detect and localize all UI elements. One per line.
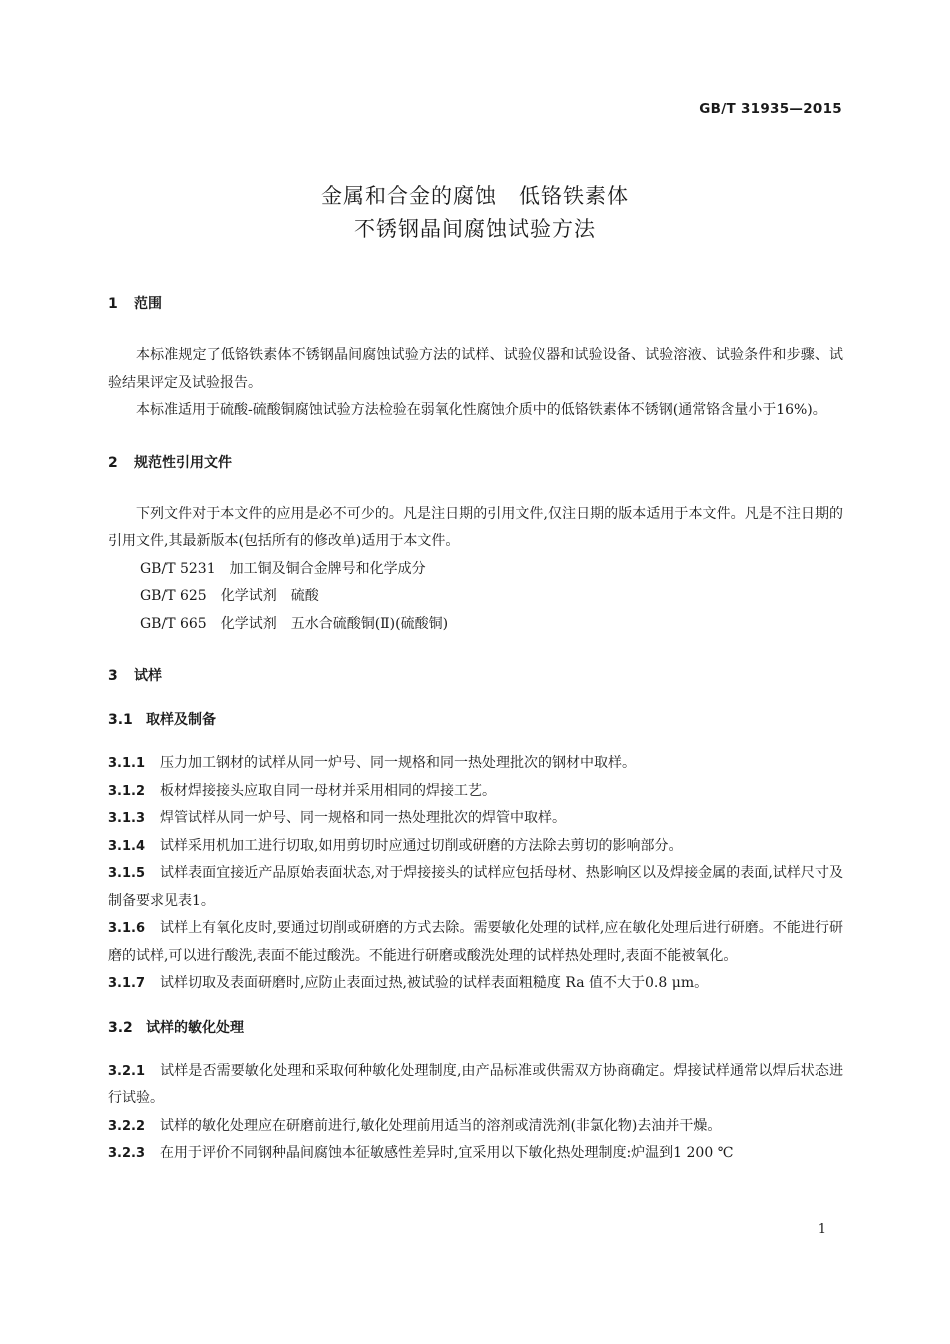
paragraph: 本标准适用于硫酸-硫酸铜腐蚀试验方法检验在弱氧化性腐蚀介质中的低铬铁素体不锈钢(通常铬含量小于16%)。 <box>136 402 827 418</box>
section-1-heading <box>108 290 843 318</box>
section-number: 3 <box>108 668 118 684</box>
reference-item: GB/T 625 化学试剂 硫酸 <box>140 588 319 604</box>
subsection-3-1-heading <box>108 706 843 734</box>
clause-number: 3.1.1 <box>108 756 146 771</box>
subsection-number: 3.1 <box>108 712 133 728</box>
subsection-number: 3.2 <box>108 1019 133 1036</box>
clause-number: 3.2.2 <box>108 1118 146 1134</box>
clause-text: 焊管试样从同一炉号、同一规格和同一热处理批次的焊管中取样。 <box>160 810 566 826</box>
paragraph: 本标准规定了低铬铁素体不锈钢晶间腐蚀试验方法的试样、试验仪器和试验设备、试验溶液、试验条件和步骤、试验结果评定及试验报告。 <box>108 347 843 391</box>
subsection-3-2-heading <box>108 1014 843 1042</box>
clause-number: 3.1.2 <box>108 783 146 799</box>
section-title: 规范性引用文件 <box>134 454 232 471</box>
title-line-1: 金属和合金的腐蚀 低铬铁素体 <box>321 184 629 208</box>
subsection-title: 取样及制备 <box>146 712 216 728</box>
clause <box>108 915 843 970</box>
reference-item: GB/T 665 化学试剂 五水合硫酸铜(Ⅱ)(硫酸铜) <box>140 615 449 632</box>
clause <box>108 778 843 806</box>
paragraph: 下列文件对于本文件的应用是必不可少的。凡是注日期的引用文件,仅注日期的版本适用于本文件。凡是不注日期的引用文件,其最新版本(包括所有的修改单)适用于本文件。 <box>108 505 843 549</box>
clause-text: 试样表面宜接近产品原始表面状态,对于焊接接头的试样应包括母材、热影响区以及焊接金属的表面,试样尺寸及制备要求见表1。 <box>108 865 843 909</box>
document-body <box>108 290 843 1168</box>
clause-number: 3.1.4 <box>108 838 146 854</box>
clause-text: 试样上有氧化皮时,要通过切削或研磨的方式去除。需要敏化处理的试样,应在敏化处理后进行研磨。不能进行研磨的试样,可以进行酸洗,表面不能过酸洗。不能进行研磨或酸洗处理的试样热处理时,表面不能被氧化。 <box>108 920 843 964</box>
section-title: 试样 <box>134 668 162 684</box>
standard-code: GB/T 31935—2015 <box>699 101 842 117</box>
clause-text: 压力加工钢材的试样从同一炉号、同一规格和同一热处理批次的钢材中取样。 <box>160 755 636 771</box>
title-line-2: 不锈钢晶间腐蚀试验方法 <box>354 217 596 241</box>
clause <box>108 833 843 861</box>
clause-text: 试样切取及表面研磨时,应防止表面过热,被试验的试样表面粗糙度 Ra 值不大于0.8 μm。 <box>160 975 709 991</box>
section-2-heading <box>108 449 843 477</box>
clause-number: 3.1.5 <box>108 866 146 881</box>
page-number: 1 <box>817 1222 826 1237</box>
clause-number: 3.1.6 <box>108 921 146 936</box>
clause-text: 在用于评价不同钢种晶间腐蚀本征敏感性差异时,宜采用以下敏化热处理制度:炉温到1 200 ℃ <box>160 1145 734 1161</box>
document-title <box>0 180 950 246</box>
clause <box>108 750 843 778</box>
clause-number: 3.1.7 <box>108 976 146 991</box>
section-number: 1 <box>108 296 118 312</box>
clause-text: 试样是否需要敏化处理和采取何种敏化处理制度,由产品标准或供需双方协商确定。焊接试样通常以焊后状态进行试验。 <box>108 1062 843 1106</box>
clause-number: 3.2.1 <box>108 1063 146 1079</box>
section-title: 范围 <box>134 296 162 312</box>
clause-number: 3.2.3 <box>108 1146 146 1161</box>
clause-text: 试样的敏化处理应在研磨前进行,敏化处理前用适当的溶剂或清洗剂(非氯化物)去油并干燥。 <box>160 1117 722 1134</box>
clause-text: 试样采用机加工进行切取,如用剪切时应通过切削或研磨的方法除去剪切的影响部分。 <box>160 837 683 854</box>
clause <box>108 1058 843 1113</box>
clause <box>108 1113 843 1141</box>
clause <box>108 860 843 915</box>
clause <box>108 970 843 998</box>
reference-item: GB/T 5231 加工铜及铜合金牌号和化学成分 <box>140 560 426 577</box>
section-number: 2 <box>108 454 118 471</box>
clause <box>108 1140 843 1168</box>
clause-number: 3.1.3 <box>108 811 146 826</box>
section-3-heading <box>108 662 843 690</box>
subsection-title: 试样的敏化处理 <box>146 1019 244 1036</box>
clause-text: 板材焊接接头应取自同一母材并采用相同的焊接工艺。 <box>160 782 496 799</box>
clause <box>108 805 843 833</box>
